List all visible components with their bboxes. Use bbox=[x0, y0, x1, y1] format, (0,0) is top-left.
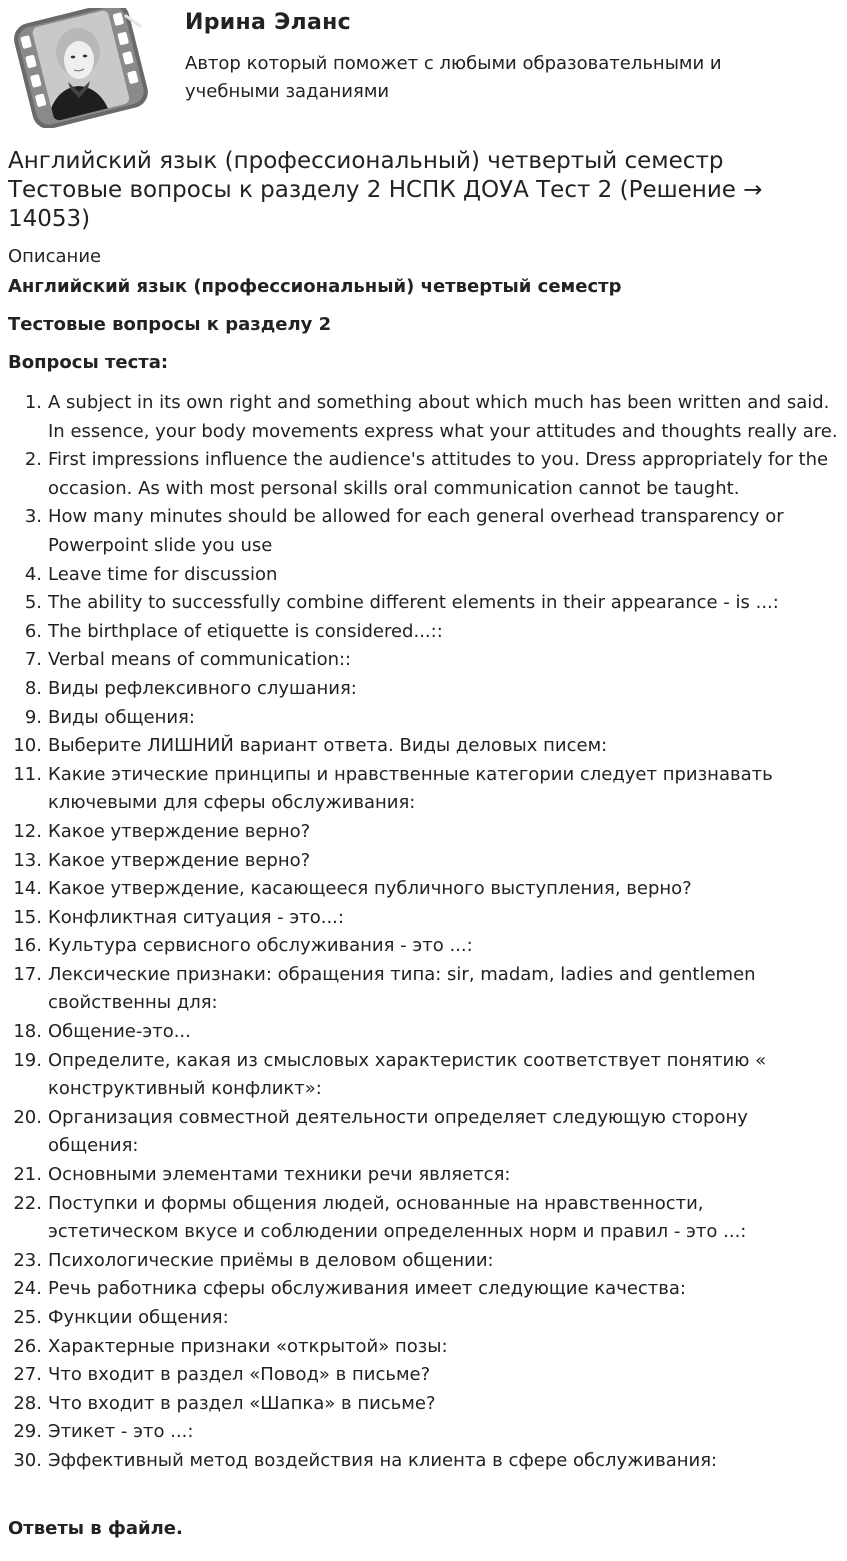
question-item bbox=[8, 1333, 839, 1362]
question-number: 16. bbox=[13, 935, 42, 957]
question-item bbox=[8, 589, 839, 618]
question-number: 14. bbox=[13, 878, 42, 900]
question-text: Виды рефлексивного слушания: bbox=[48, 677, 357, 699]
question-item bbox=[8, 675, 839, 704]
question-number: 26. bbox=[13, 1335, 42, 1357]
question-number: 12. bbox=[13, 820, 42, 842]
question-number: 22. bbox=[13, 1192, 42, 1214]
question-text: Конфликтная ситуация - это...: bbox=[48, 906, 344, 928]
question-number: 29. bbox=[13, 1421, 42, 1443]
question-item bbox=[8, 1247, 839, 1276]
question-item bbox=[8, 1047, 839, 1104]
question-number: 21. bbox=[13, 1164, 42, 1186]
question-number: 4. bbox=[24, 563, 42, 585]
question-text: Leave time for discussion bbox=[48, 563, 278, 585]
question-item bbox=[8, 1161, 839, 1190]
question-number: 3. bbox=[24, 506, 42, 528]
question-item bbox=[8, 1018, 839, 1047]
question-text: Лексические признаки: обращения типа: sir, madam, ladies and gentlemen свойственны для: bbox=[48, 963, 756, 1014]
question-number: 18. bbox=[13, 1021, 42, 1043]
question-number: 17. bbox=[13, 963, 42, 985]
question-item bbox=[8, 1190, 839, 1247]
question-item bbox=[8, 932, 839, 961]
description-label: Описание bbox=[8, 246, 102, 267]
question-item bbox=[8, 1275, 839, 1304]
question-number: 1. bbox=[24, 392, 42, 413]
question-text: The ability to successfully combine different elements in their appearance - is ...: bbox=[48, 592, 779, 614]
question-number: 19. bbox=[13, 1049, 42, 1071]
question-text: Эффективный метод воздействия на клиента в сфере обслуживания: bbox=[48, 1449, 718, 1471]
question-item bbox=[8, 732, 839, 761]
question-number: 23. bbox=[13, 1249, 42, 1271]
question-number: 8. bbox=[24, 677, 42, 699]
film-frame-portrait-icon bbox=[8, 8, 150, 128]
answers-note: Ответы в файле. bbox=[8, 1518, 183, 1539]
question-number: 2. bbox=[24, 449, 42, 471]
question-item bbox=[8, 1390, 839, 1419]
question-text: Характерные признаки «открытой» позы: bbox=[48, 1335, 448, 1357]
question-text: Какое утверждение верно? bbox=[48, 849, 311, 871]
question-text: Определите, какая из смысловых характеристик соответствует понятию « конструктивный конфликт»: bbox=[48, 1049, 767, 1100]
question-text: Какие этические принципы и нравственные категории следует признавать ключевыми для сферы обслуживания: bbox=[48, 763, 773, 814]
question-item bbox=[8, 1447, 839, 1476]
question-number: 24. bbox=[13, 1278, 42, 1300]
question-text: Речь работника сферы обслуживания имеет следующие качества: bbox=[48, 1278, 686, 1300]
question-number: 10. bbox=[13, 735, 42, 757]
question-text: First impressions influence the audience's attitudes to you. Dress appropriately for the occasion. As with most personal skills oral communication cannot be taught. bbox=[48, 449, 829, 499]
question-number: 9. bbox=[24, 706, 42, 728]
question-text: Какое утверждение, касающееся публичного выступления, верно? bbox=[48, 878, 692, 900]
question-item bbox=[8, 1361, 839, 1390]
question-text: Какое утверждение верно? bbox=[48, 820, 311, 842]
question-item bbox=[8, 847, 839, 876]
course-subheading: Английский язык (профессиональный) четвертый семестр bbox=[8, 276, 622, 297]
author-description: Автор который поможет с любыми образовательными и учебными заданиями bbox=[185, 53, 722, 102]
question-number: 20. bbox=[13, 1106, 42, 1128]
question-text: The birthplace of etiquette is considered...:: bbox=[48, 620, 443, 642]
question-text: Verbal means of communication:: bbox=[48, 649, 352, 671]
question-number: 27. bbox=[13, 1364, 42, 1386]
question-item bbox=[8, 618, 839, 647]
question-text: Что входит в раздел «Повод» в письме? bbox=[48, 1364, 431, 1386]
question-item bbox=[8, 389, 839, 446]
question-text: A subject in its own right and something about which much has been written and said. In essence, your body movements express what your attitudes and thoughts really are. bbox=[48, 392, 838, 442]
author-name[interactable]: Ирина Эланс bbox=[185, 10, 351, 35]
question-text: Функции общения: bbox=[48, 1307, 229, 1328]
questions-list bbox=[8, 389, 839, 1476]
question-item bbox=[8, 875, 839, 904]
question-text: Основными элементами техники речи является: bbox=[48, 1164, 511, 1186]
question-item bbox=[8, 561, 839, 590]
question-item bbox=[8, 1104, 839, 1161]
question-text: Виды общения: bbox=[48, 706, 195, 728]
question-item bbox=[8, 1304, 839, 1333]
question-number: 6. bbox=[24, 620, 42, 642]
question-item bbox=[8, 503, 839, 560]
question-item bbox=[8, 704, 839, 733]
question-text: Общение-это... bbox=[48, 1021, 191, 1043]
question-item bbox=[8, 446, 839, 503]
question-text: Психологические приёмы в деловом общении: bbox=[48, 1249, 494, 1271]
question-number: 7. bbox=[24, 649, 42, 671]
question-item bbox=[8, 904, 839, 933]
section-subheading: Тестовые вопросы к разделу 2 bbox=[8, 314, 332, 335]
question-text: How many minutes should be allowed for each general overhead transparency or Powerpoint slide you use bbox=[48, 506, 784, 556]
question-item bbox=[8, 1418, 839, 1447]
question-text: Что входит в раздел «Шапка» в письме? bbox=[48, 1392, 436, 1414]
question-number: 30. bbox=[13, 1449, 42, 1471]
question-text: Культура сервисного обслуживания - это ...: bbox=[48, 935, 473, 957]
question-text: Этикет - это ...: bbox=[48, 1421, 194, 1443]
question-text: Выберите ЛИШНИЙ вариант ответа. Виды деловых писем: bbox=[48, 735, 608, 757]
question-text: Поступки и формы общения людей, основанные на нравственности, эстетическом вкусе и соблюдении определенных норм и правил - это ...: bbox=[48, 1192, 747, 1243]
question-number: 5. bbox=[24, 592, 42, 614]
page-title: Английский язык (профессиональный) четвертый семестр Тестовые вопросы к разделу 2 НСПК ДОУА Тест 2 (Решение → 14053) bbox=[8, 148, 763, 232]
author-avatar[interactable] bbox=[8, 8, 150, 128]
author-header bbox=[8, 8, 839, 128]
question-item bbox=[8, 961, 839, 1018]
question-item bbox=[8, 761, 839, 818]
question-text: Организация совместной деятельности определяет следующую сторону общения: bbox=[48, 1106, 748, 1157]
question-number: 13. bbox=[13, 849, 42, 871]
question-item bbox=[8, 818, 839, 847]
question-number: 15. bbox=[13, 906, 42, 928]
question-number: 11. bbox=[13, 763, 42, 785]
question-number: 25. bbox=[13, 1307, 42, 1328]
question-item bbox=[8, 646, 839, 675]
question-number: 28. bbox=[13, 1392, 42, 1414]
questions-subheading: Вопросы теста: bbox=[8, 352, 169, 373]
